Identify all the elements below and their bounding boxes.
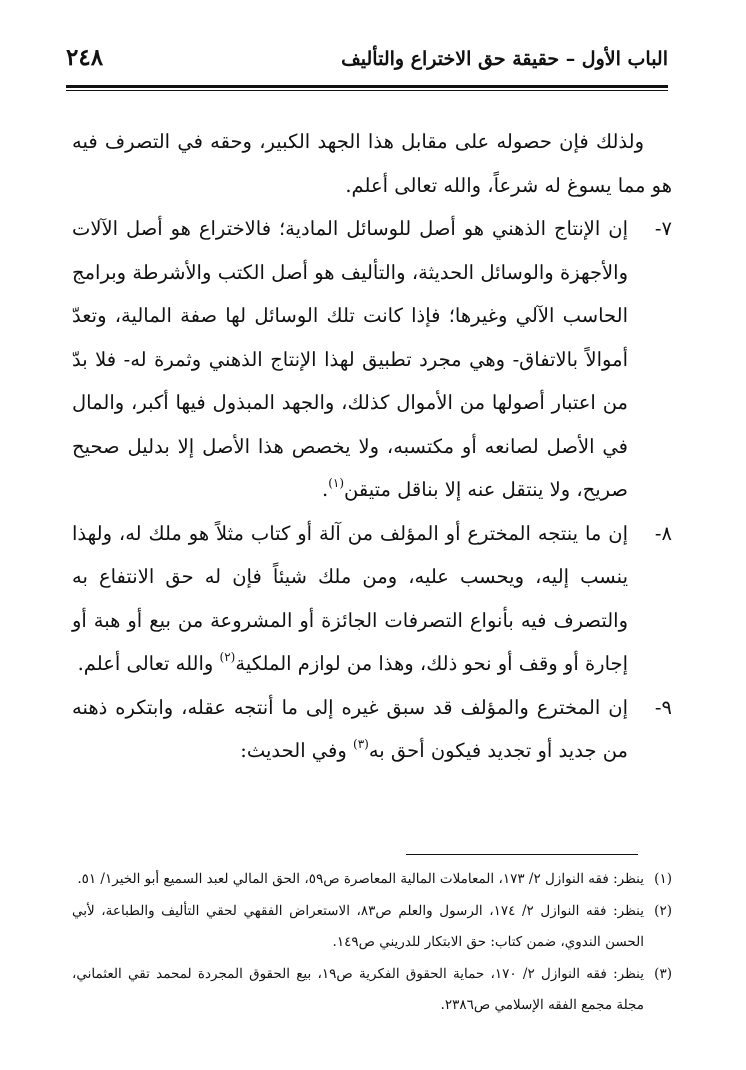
- footnote-text: ينظر: فقه النوازل ٢/ ١٧٠، حماية الحقوق الفكرية ص١٩، بيع الحقوق المجردة لمحمد تقي العثماني، مجلة مجمع الفقه الإسلامي ص٢٣٨٦.: [72, 965, 644, 1013]
- footnote-1: [72, 864, 672, 896]
- point-text: إن المخترع والمؤلف قد سبق غيره إلى ما أنتجه عقله، وابتكره ذهنه من جديد أو تجديد فيكون أحق به: [72, 695, 628, 762]
- footnote-ref-2[interactable]: (٢): [219, 650, 236, 664]
- point-tail: .: [322, 478, 329, 501]
- numbered-point-8: [72, 512, 672, 686]
- numbered-point-7: [72, 207, 672, 512]
- footnote-number: (٣): [654, 965, 672, 982]
- main-text: [72, 120, 672, 773]
- footnote-ref-3[interactable]: (٣): [353, 737, 369, 751]
- point-text: إن الإنتاج الذهني هو أصل للوسائل المادية؛ فالاختراع هو أصل الآلات والأجهزة والوسائل الحديثة، والتأليف هو أصل الكتب والأشرطة وبرامج الحاسب الآلي وغيرها؛ فإذا كانت تلك الوسائل لها صفة المالية، وتعدّ أموالاً بالاتفاق- وهي مجرد تطبيق لهذا الإنتاج الذهني وثمرة له- فلا بدّ من اعتبار أصولها من الأموال كذلك، والجهد المبذول فيها أكبر، والمال في الأصل لصانعه أو مكتسبه، ولا يخصص هذا الأصل إلا بدليل صحيح صريح، ولا ينتقل عنه إلا بناقل متيقن: [72, 217, 628, 501]
- footnote-ref-1[interactable]: (١): [328, 476, 345, 490]
- footnote-number: (١): [654, 871, 672, 887]
- header-rule-thin: [66, 90, 668, 91]
- point-tail: والله تعالى أعلم.: [77, 652, 220, 675]
- footnote-number: (٢): [654, 902, 672, 919]
- footnotes: [72, 864, 672, 1022]
- point-number: ٩-: [654, 695, 672, 719]
- numbered-point-9: [72, 686, 672, 773]
- footnote-2: [72, 896, 672, 959]
- point-number: ٨-: [654, 521, 672, 545]
- running-title: الباب الأول – حقيقة حق الاختراع والتأليف: [341, 48, 668, 70]
- footnote-text: ينظر: فقه النوازل ٢/ ١٧٣، المعاملات المالية المعاصرة ص٥٩، الحق المالي لعبد السميع أبو الخير١/ ٥١.: [77, 871, 644, 887]
- footnote-separator: [406, 854, 638, 855]
- point-text: إن ما ينتجه المخترع أو المؤلف من آلة أو كتاب مثلاً هو ملك له، ولهذا ينسب إليه، ويحسب عليه، ومن ملك شيئاً فإن له حق الانتفاع به والتصرف فيه بأنواع التصرفات الجائزة أو المشروعة من بيع أو هبة أو إجارة أو وقف أو نحو ذلك، وهذا من لوازم الملكية: [72, 521, 628, 675]
- point-tail: وفي الحديث:: [240, 739, 353, 762]
- intro-paragraph: ولذلك فإن حصوله على مقابل هذا الجهد الكبير، وحقه في التصرف فيه هو مما يسوغ له شرعاً، والله تعالى أعلم.: [72, 130, 672, 197]
- point-number: ٧-: [654, 217, 672, 240]
- footnote-3: [72, 959, 672, 1022]
- running-header: [66, 40, 668, 80]
- footnote-text: ينظر: فقه النوازل ٢/ ١٧٤، الرسول والعلم ص٨٣، الاستعراض الفقهي لحقي التأليف والطباعة، لأبي الحسن الندوي، ضمن كتاب: حق الابتكار للدريني ص١٤٩.: [72, 902, 644, 950]
- page-number: ٢٤٨: [66, 44, 104, 71]
- header-rule-thick: [66, 85, 668, 88]
